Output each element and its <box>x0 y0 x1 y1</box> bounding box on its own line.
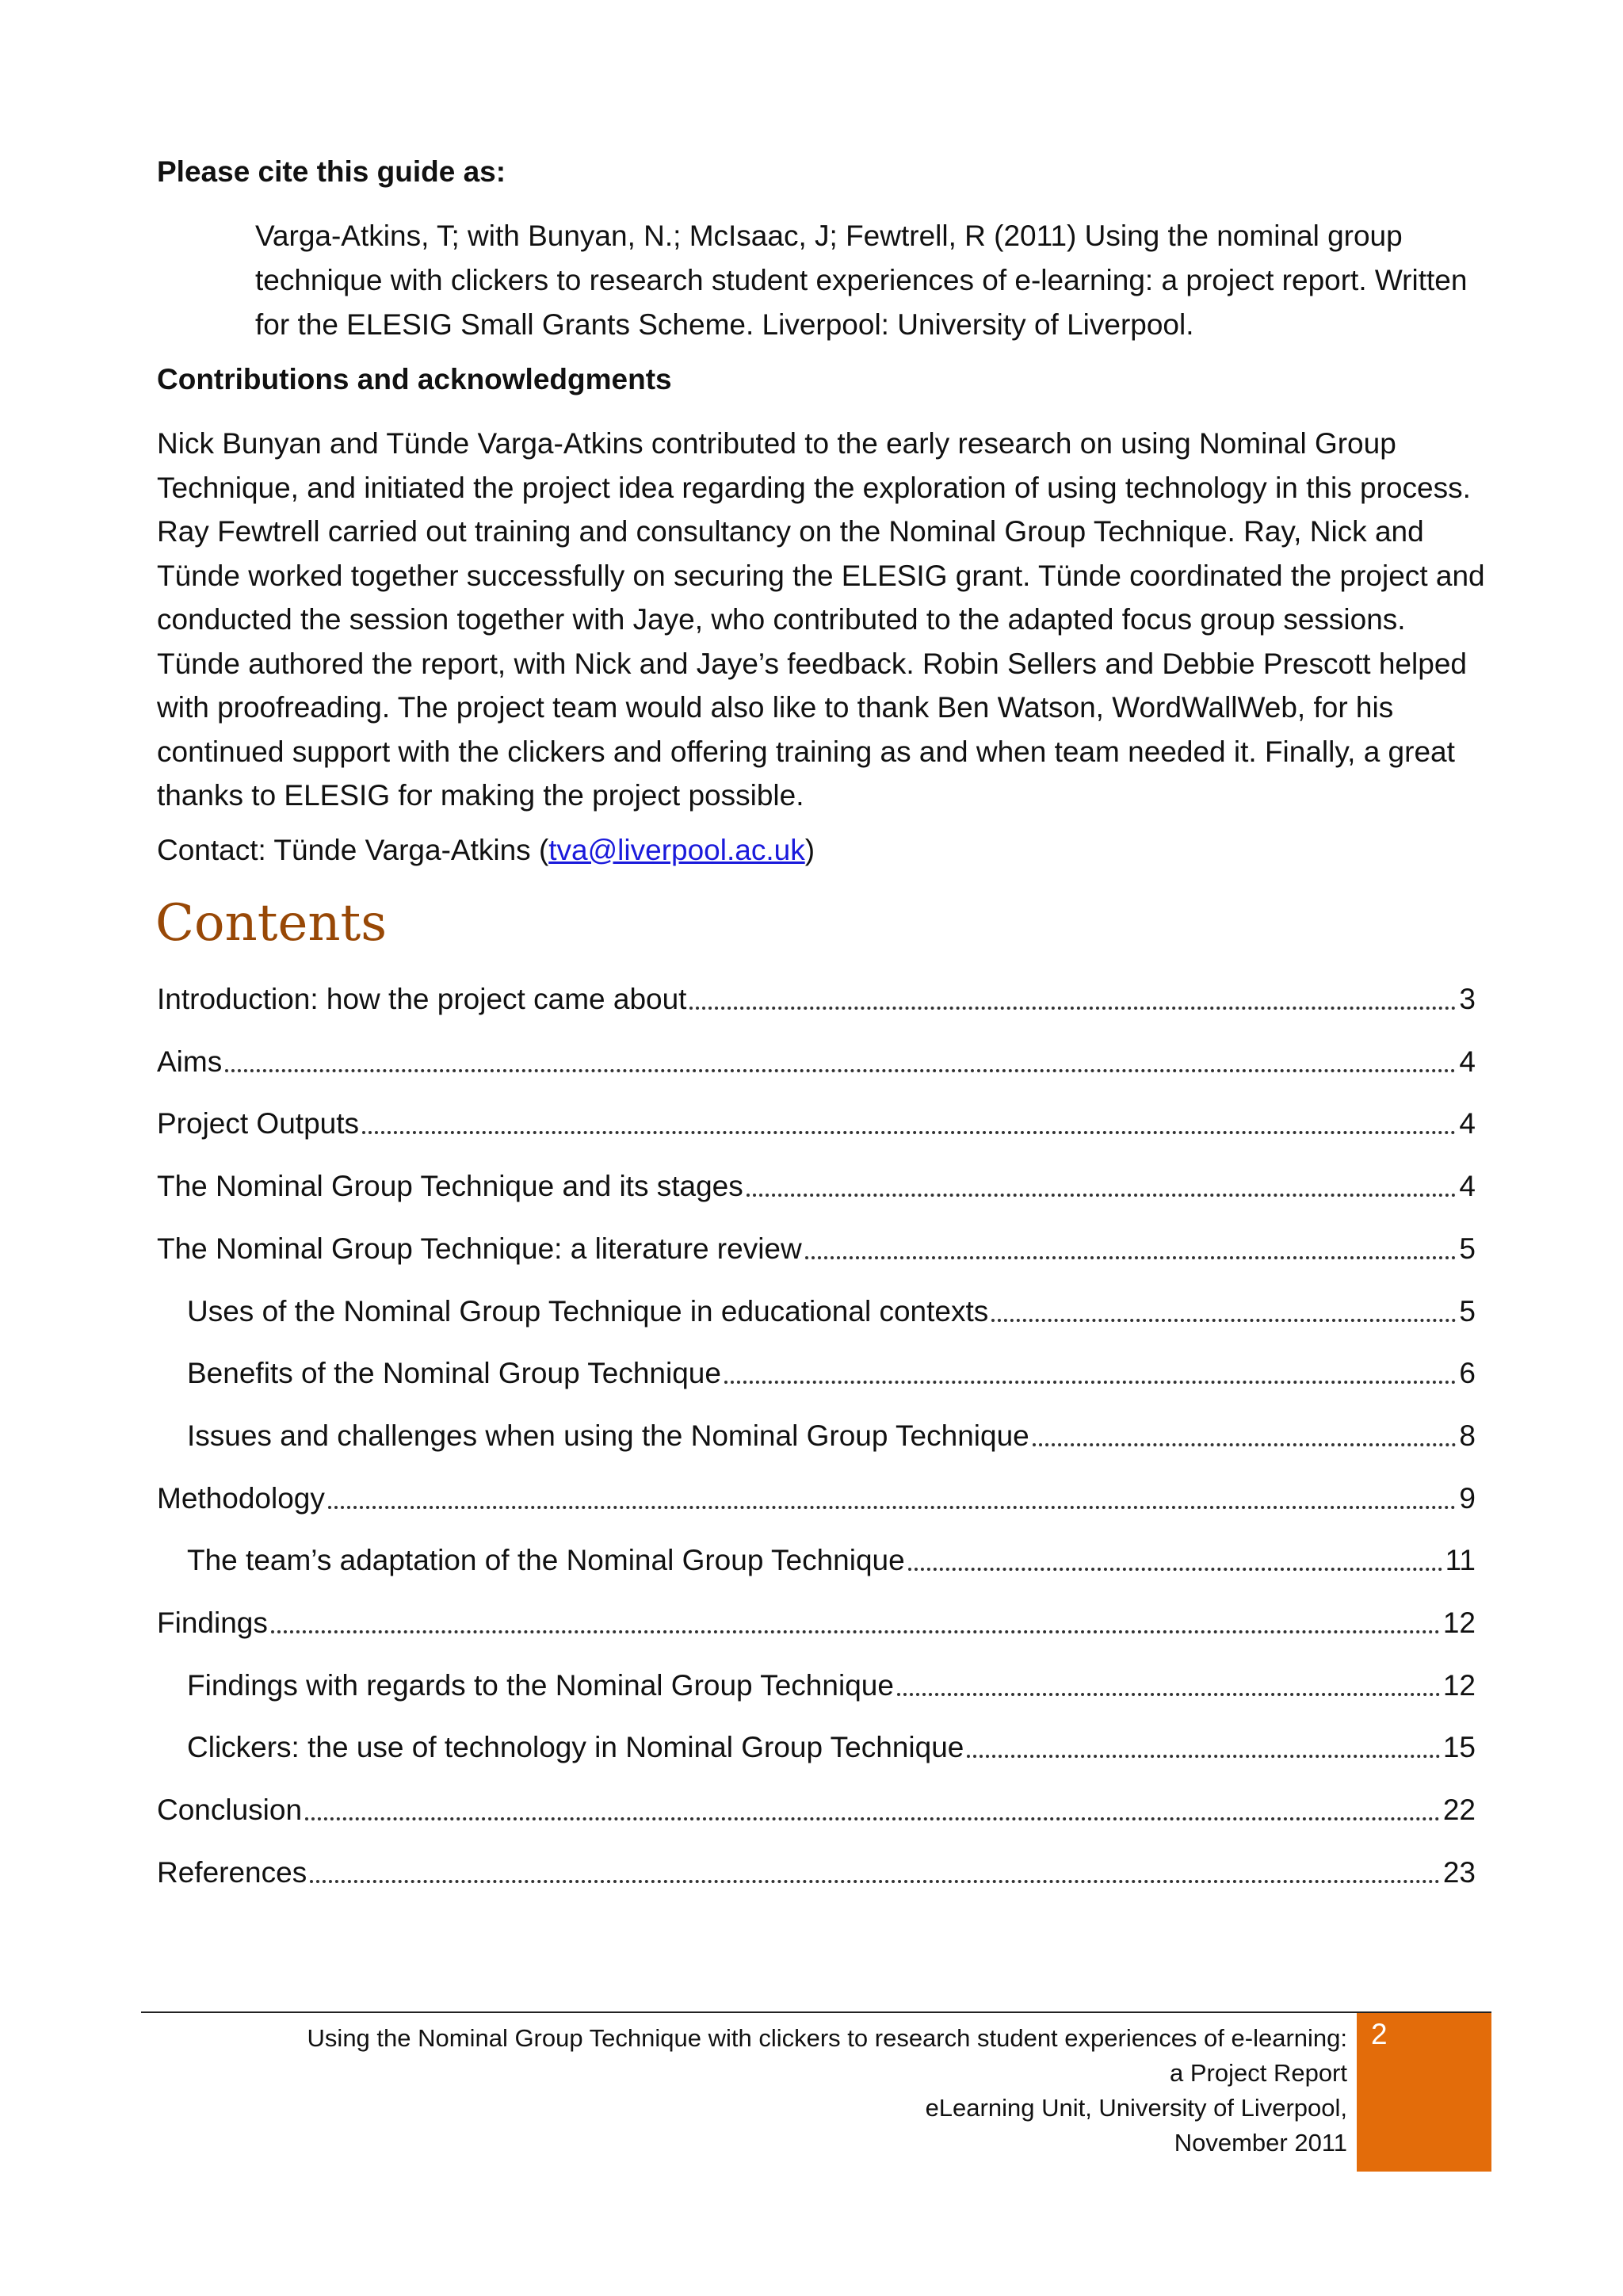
toc-entry-title: Findings with regards to the Nominal Group Technique <box>187 1668 894 1702</box>
toc-entry[interactable] <box>187 1728 1476 1767</box>
toc-entry-page: 8 <box>1459 1419 1476 1452</box>
toc-dot-leader <box>328 1506 1457 1509</box>
contact-email-link[interactable]: tva@liverpool.ac.uk <box>548 834 805 866</box>
toc-dot-leader <box>362 1131 1456 1134</box>
acknowledgments-text: Nick Bunyan and Tünde Varga-Atkins contributed to the early research on using Nominal Group Technique, and initiated the project idea regarding the exploration of using technology in this process. Ray Fewtrell carried out training and consultancy on the Nominal Group Technique. Ray, Nick and Tünde worked together successfully on securing the ELESIG grant. Tünde coordinated the project and conducted the session together with Jaye, who contributed to the adapted focus group sessions. Tünde authored the report, with Nick and Jaye’s feedback. Robin Sellers and Debbie Prescott helped with proofreading. The project team would also like to thank Ben Watson, WordWallWeb, for his continued support with the clickers and offering training as and when team needed it. Finally, a great thanks to ELESIG for making the project possible. <box>157 427 1485 812</box>
toc-entry-title: Benefits of the Nominal Group Technique <box>187 1357 721 1390</box>
toc-entry-page: 12 <box>1442 1668 1476 1702</box>
toc-dot-leader <box>967 1755 1439 1758</box>
toc-dot-leader <box>271 1630 1440 1633</box>
toc-entry-title: The team’s adaptation of the Nominal Group Technique <box>187 1544 905 1577</box>
toc-dot-leader <box>908 1568 1442 1571</box>
toc-entry-title: Project Outputs <box>157 1107 360 1140</box>
citation-text: Varga-Atkins, T; with Bunyan, N.; McIsaac, J; Fewtrell, R (2011) Using the nominal group technique with clickers to research student experiences of e-learning: a project report. Written for the ELESIG Small Grants Scheme. Liverpool: University of Liverpool. <box>255 220 1468 341</box>
toc-entry[interactable] <box>157 1790 1476 1830</box>
citation-heading: Please cite this guide as: <box>157 155 506 188</box>
toc-dot-leader <box>897 1693 1440 1696</box>
toc-entry-title: Issues and challenges when using the Nominal Group Technique <box>187 1419 1029 1452</box>
toc-entry[interactable] <box>157 1104 1476 1144</box>
acknowledgments-heading: Contributions and acknowledgments <box>157 363 672 395</box>
toc-entry[interactable] <box>187 1292 1476 1331</box>
toc-entry-title: Findings <box>157 1606 268 1639</box>
toc-entry-page: 15 <box>1442 1731 1476 1764</box>
toc-entry-page: 6 <box>1459 1357 1476 1390</box>
toc-entry-page: 9 <box>1459 1481 1476 1515</box>
toc-entry-title: Conclusion <box>157 1794 303 1827</box>
toc-entry-title: Methodology <box>157 1481 325 1515</box>
toc-entry[interactable] <box>157 1042 1476 1082</box>
footer-line-2: a Project Report <box>1170 2059 1347 2087</box>
toc-entry-title: The Nominal Group Technique and its stages <box>157 1170 743 1203</box>
toc-entry[interactable] <box>187 1541 1476 1580</box>
contact-line <box>157 834 815 867</box>
toc-dot-leader <box>724 1381 1456 1384</box>
contact-suffix: ) <box>804 834 815 866</box>
toc-entry[interactable] <box>187 1354 1476 1393</box>
contents-title: Contents <box>155 894 388 953</box>
toc-entry-page: 3 <box>1459 983 1476 1015</box>
toc-dot-leader <box>805 1256 1457 1259</box>
toc-dot-leader <box>305 1817 1440 1820</box>
toc-entry[interactable] <box>187 1416 1476 1456</box>
page-number: 2 <box>1371 2018 1388 2050</box>
toc-entry-page: 5 <box>1459 1294 1476 1328</box>
toc-entry[interactable] <box>157 1479 1476 1519</box>
toc-entry-page: 11 <box>1445 1544 1476 1577</box>
toc-entry-title: The Nominal Group Technique: a literature review <box>157 1232 802 1265</box>
toc-entry-page: 4 <box>1459 1170 1476 1203</box>
toc-entry-page: 4 <box>1459 1045 1476 1078</box>
toc-entry-page: 23 <box>1442 1855 1476 1889</box>
toc-dot-leader <box>1033 1443 1457 1446</box>
contact-prefix: Contact: Tünde Varga-Atkins ( <box>157 834 549 866</box>
toc-entry-page: 12 <box>1442 1606 1476 1639</box>
toc-dot-leader <box>991 1319 1456 1322</box>
toc-entry-title: Aims <box>157 1045 223 1078</box>
footer-line-4: November 2011 <box>1174 2129 1347 2157</box>
toc-entry-title: Clickers: the use of technology in Nominal Group Technique <box>187 1731 964 1764</box>
footer-line-1: Using the Nominal Group Technique with clickers to research student experiences of e-learning: <box>307 2024 1347 2052</box>
toc-entry-page: 22 <box>1442 1794 1476 1827</box>
toc-entry-page: 4 <box>1459 1107 1476 1140</box>
toc-entry[interactable] <box>157 1853 1476 1893</box>
toc-entry-title: Introduction: how the project came about <box>157 983 687 1015</box>
page-number-box <box>1357 2013 1491 2172</box>
toc-entry-page: 5 <box>1459 1232 1476 1265</box>
toc-dot-leader <box>747 1194 1457 1197</box>
toc-entry[interactable] <box>187 1666 1476 1706</box>
footer-line-3: eLearning Unit, University of Liverpool, <box>925 2094 1347 2122</box>
footer-text <box>238 2021 1347 2160</box>
toc-entry[interactable] <box>157 980 1476 1019</box>
toc-entry[interactable] <box>157 1229 1476 1269</box>
footer-divider <box>141 2011 1491 2013</box>
toc-entry[interactable] <box>157 1603 1476 1643</box>
toc-entry-title: Uses of the Nominal Group Technique in educational contexts <box>187 1294 989 1328</box>
toc-dot-leader <box>310 1880 1440 1883</box>
toc-entry[interactable] <box>157 1167 1476 1206</box>
toc-entry-title: References <box>157 1855 307 1889</box>
toc-dot-leader <box>689 1007 1456 1010</box>
toc-dot-leader <box>225 1069 1456 1072</box>
